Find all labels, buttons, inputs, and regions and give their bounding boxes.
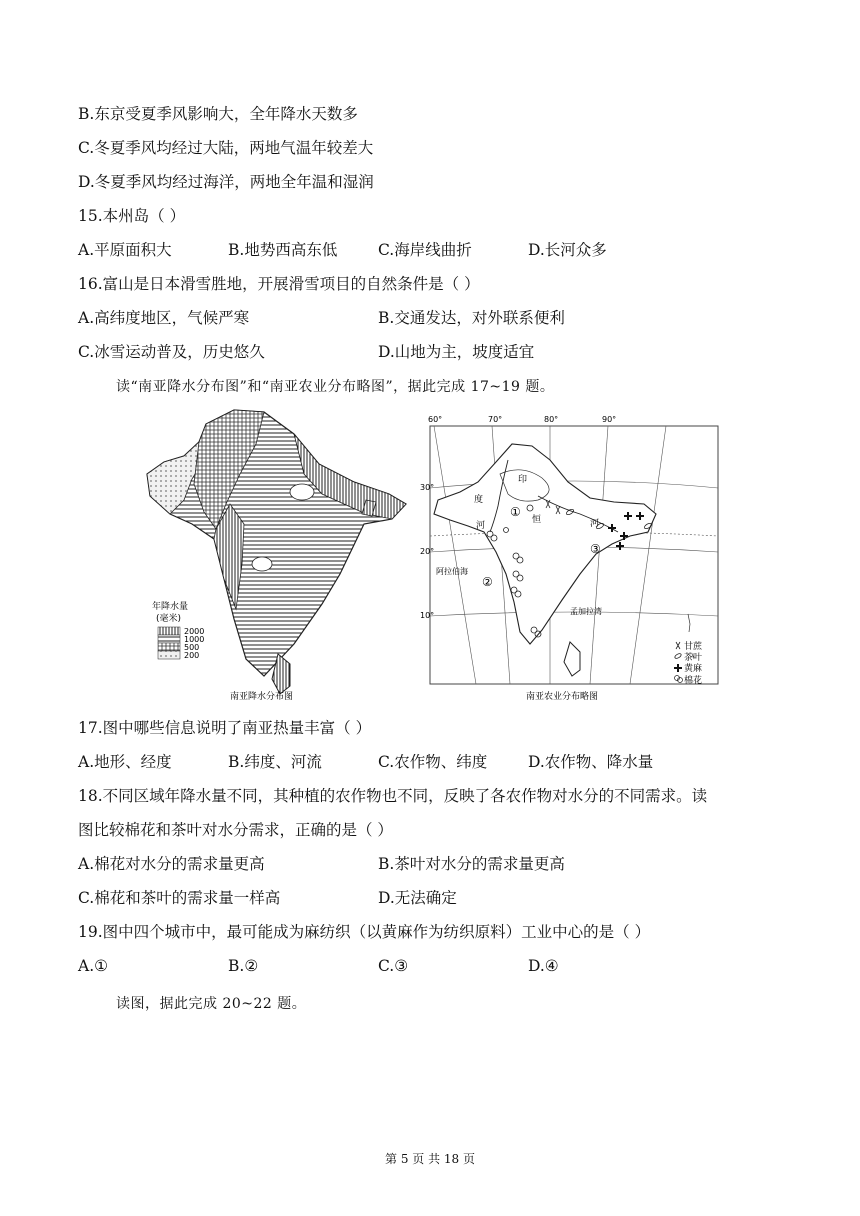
option-d-line: D.冬夏季风均经过海洋，两地全年温和湿润 [78, 173, 374, 191]
intro-20-22: 读图，据此完成 20~22 题。 [116, 996, 307, 1012]
q15-stem: 15.本州岛（ ） [78, 207, 186, 225]
legend-swatch-500 [158, 643, 180, 651]
lon-label-90: 90° [602, 415, 617, 424]
agriculture-map-caption: 南亚农业分布略图 [526, 692, 599, 702]
south-asia-maps-figure [144, 404, 724, 704]
label-he: 河 [476, 521, 486, 531]
q16-option-a[interactable]: A.高纬度地区，气候严寒 [78, 309, 250, 327]
deccan-patch [252, 557, 272, 571]
q16-option-d[interactable]: D.山地为主，坡度适宜 [378, 343, 535, 361]
q15-option-c[interactable]: C.海岸线曲折 [378, 241, 472, 259]
legend-swatch-2000 [158, 627, 180, 635]
option-b-line: B.东京受夏季风影响大，全年降水天数多 [78, 105, 358, 123]
q19-option-a[interactable]: A.① [78, 957, 109, 975]
legend-value-200: 200 [184, 651, 200, 660]
label-heng: 恒 [532, 515, 542, 525]
option-c-line: C.冬夏季风均经过大陆，两地气温年较差大 [78, 139, 374, 157]
legend-swatch-1000 [158, 635, 180, 643]
q18-stem-line1: 18.不同区域年降水量不同，其种植的农作物也不同，反映了各农作物对水分的不同需求。读 [78, 787, 708, 805]
legend-sugarcane: 甘蔗 [684, 642, 703, 652]
lat-label-10: 10° [420, 611, 435, 620]
q15-option-b[interactable]: B.地势西高东低 [228, 241, 338, 259]
rainfall-legend [152, 600, 204, 660]
legend-swatch-200 [158, 651, 180, 659]
q18-stem-line2: 图比较棉花和茶叶对水分需求，正确的是（ ） [78, 821, 393, 839]
lon-label-60: 60° [428, 415, 443, 424]
legend-cotton: 棉花 [684, 676, 703, 686]
label-arabian-sea: 阿拉伯海 [436, 567, 468, 576]
city-marker-1: ① [510, 505, 521, 519]
q16-stem: 16.富山是日本滑雪胜地，开展滑雪项目的自然条件是（ ） [78, 275, 480, 293]
agriculture-map [420, 415, 718, 702]
legend-value-500: 500 [184, 643, 200, 652]
lat-label-30: 30° [420, 483, 435, 492]
legend-jute: 黄麻 [684, 664, 703, 674]
label-bay-of-bengal: 孟加拉湾 [570, 607, 602, 616]
lat-label-20: 20° [420, 547, 435, 556]
legend-value-1000: 1000 [184, 635, 205, 644]
q15-option-d[interactable]: D.长河众多 [528, 241, 607, 259]
q19-stem: 19.图中四个城市中，最可能成为麻纺织（以黄麻作为纺织原料）工业中心的是（ ） [78, 923, 651, 941]
lon-label-70: 70° [488, 415, 503, 424]
q17-option-d[interactable]: D.农作物、降水量 [528, 753, 654, 771]
q18-option-a[interactable]: A.棉花对水分的需求量更高 [78, 855, 265, 873]
page-footer: 第 5 页 共 18 页 [385, 1152, 475, 1166]
intro-17-19: 读“南亚降水分布图”和“南亚农业分布略图”，据此完成 17~19 题。 [116, 379, 555, 395]
q19-option-c[interactable]: C.③ [378, 957, 409, 975]
legend-unit: (毫米) [156, 614, 182, 624]
q19-option-b[interactable]: B.② [228, 957, 259, 975]
q18-option-d[interactable]: D.无法确定 [378, 889, 457, 907]
rain-shadow-patch [290, 484, 314, 500]
q16-option-b[interactable]: B.交通发达，对外联系便利 [378, 309, 565, 327]
q17-option-b[interactable]: B.纬度、河流 [228, 753, 322, 771]
label-yin: 印 [518, 475, 528, 485]
rainfall-map [147, 410, 406, 702]
label-du: 度 [474, 495, 484, 505]
q15-option-a[interactable]: A.平原面积大 [78, 241, 172, 259]
legend-tea: 茶叶 [684, 653, 703, 663]
q18-option-b[interactable]: B.茶叶对水分的需求量更高 [378, 855, 565, 873]
q16-option-c[interactable]: C.冰雪运动普及，历史悠久 [78, 343, 265, 361]
city-marker-2: ② [482, 575, 493, 589]
city-marker-3: ③ [590, 542, 601, 556]
q18-option-c[interactable]: C.棉花和茶叶的需求量一样高 [78, 889, 281, 907]
lon-label-80: 80° [544, 415, 559, 424]
rainfall-map-caption: 南亚降水分布图 [230, 692, 294, 702]
q17-option-c[interactable]: C.农作物、纬度 [378, 753, 488, 771]
label-he2: 河 [590, 519, 600, 529]
legend-value-2000: 2000 [184, 627, 205, 636]
q19-option-d[interactable]: D.④ [528, 957, 559, 975]
q17-stem: 17.图中哪些信息说明了南亚热量丰富（ ） [78, 719, 372, 737]
q17-option-a[interactable]: A.地形、经度 [78, 753, 172, 771]
legend-title: 年降水量 [152, 602, 189, 612]
